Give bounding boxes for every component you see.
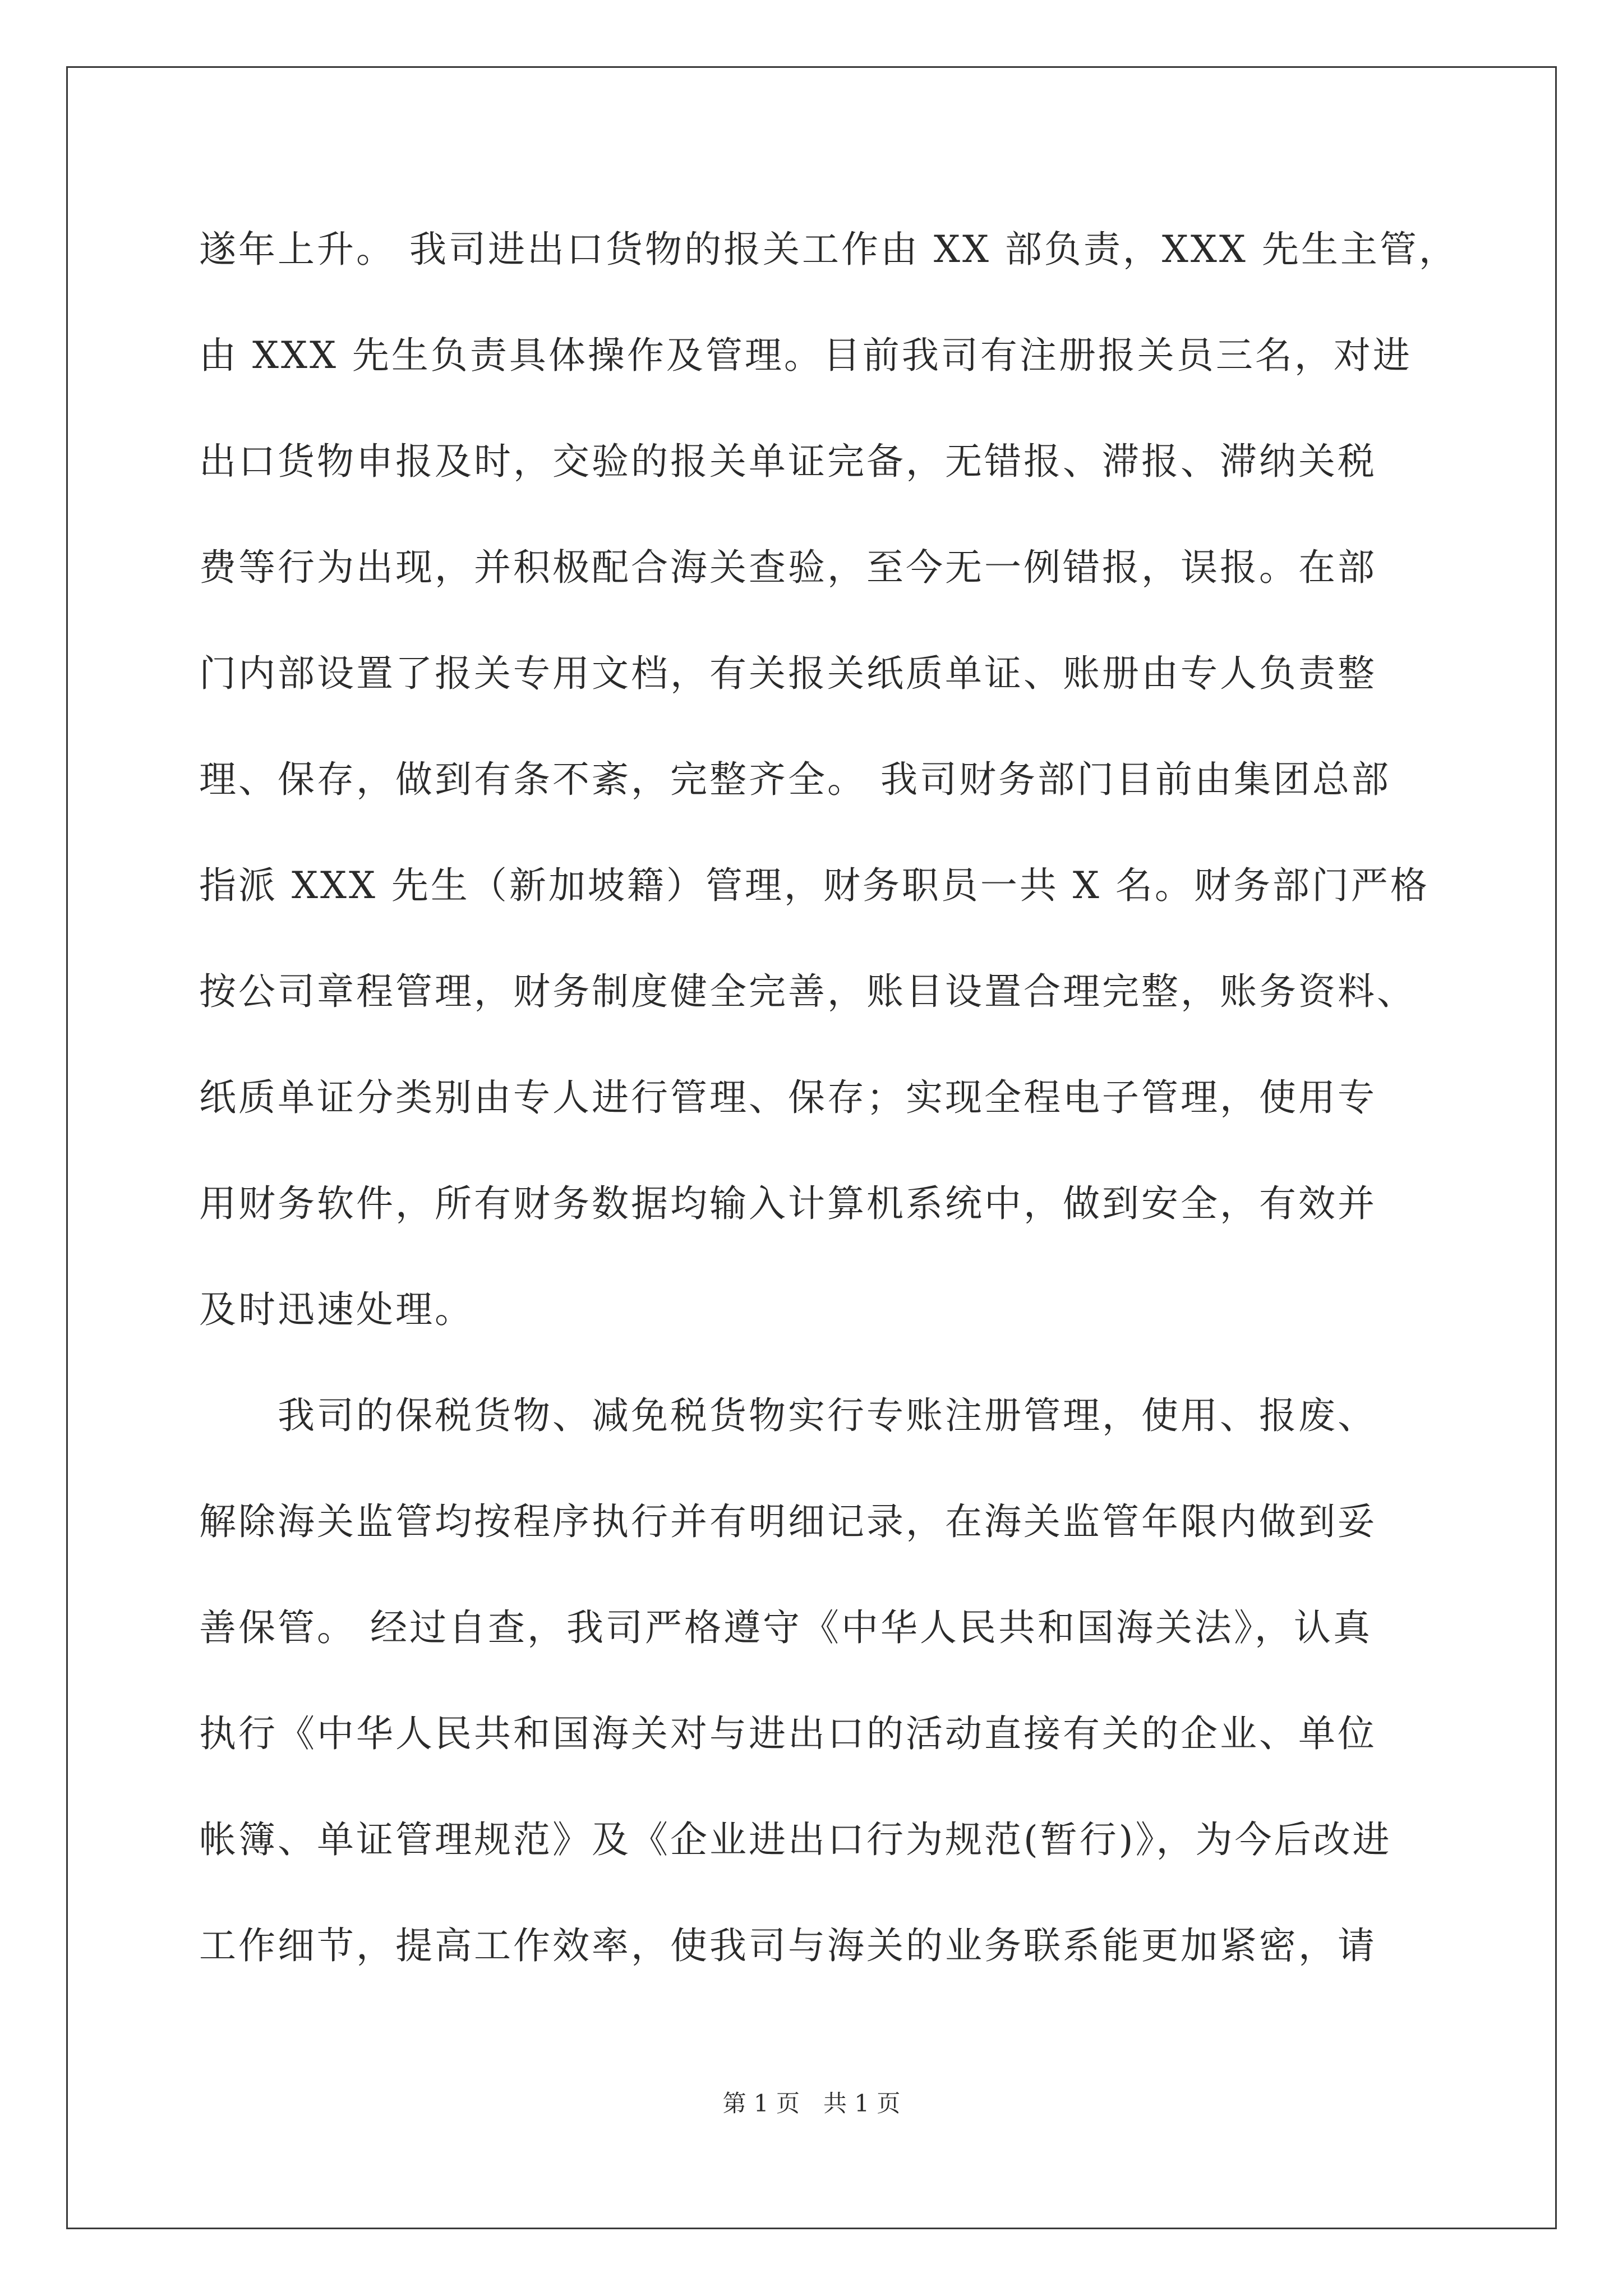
text-line-1: 遂年上升。 我司进出口货物的报关工作由 XX 部负责，XXX 先生主管， (199, 228, 1458, 271)
text-line-5: 门内部设置了报关专用文档，有关报关纸质单证、账册由专人负责整 (199, 652, 1377, 695)
text-line-17: 工作细节，提高工作效率，使我司与海关的业务联系能更加紧密，请 (199, 1924, 1377, 1967)
document-body (199, 222, 1458, 2024)
text-line-13: 解除海关监管均按程序执行并有明细记录，在海关监管年限内做到妥 (199, 1500, 1377, 1543)
text-line-6: 理、保存，做到有条不紊，完整齐全。 我司财务部门目前由集团总部 (199, 758, 1391, 801)
text-line-3: 出口货物申报及时，交验的报关单证完备，无错报、滞报、滞纳关税 (199, 440, 1377, 483)
text-line-14: 善保管。 经过自查，我司严格遵守《中华人民共和国海关法》，认真 (199, 1606, 1372, 1649)
text-line-9: 纸质单证分类别由专人进行管理、保存；实现全程电子管理，使用专 (199, 1076, 1377, 1119)
text-line-8: 按公司章程管理，财务制度健全完善，账目设置合理完整，账务资料、 (199, 970, 1416, 1013)
page-number-footer: 第 1 页 共 1 页 (722, 2090, 901, 2117)
text-line-11: 及时迅速处理。 (199, 1288, 474, 1331)
text-line-15: 执行《中华人民共和国海关对与进出口的活动直接有关的企业、单位 (199, 1712, 1377, 1755)
text-line-7: 指派 XXX 先生（新加坡籍）管理，财务职员一共 X 名。财务部门严格 (199, 864, 1430, 907)
text-line-12: 我司的保税货物、减免税货物实行专账注册管理，使用、报废、 (199, 1394, 1377, 1437)
text-line-16: 帐簿、单证管理规范》及《企业进出口行为规范(暂行)》，为今后改进 (199, 1818, 1392, 1861)
text-line-4: 费等行为出现，并积极配合海关查验，至今无一例错报，误报。在部 (199, 546, 1377, 589)
text-line-2: 由 XXX 先生负责具体操作及管理。目前我司有注册报关员三名，对进 (199, 334, 1412, 377)
text-line-10: 用财务软件，所有财务数据均输入计算机系统中，做到安全，有效并 (199, 1182, 1377, 1225)
